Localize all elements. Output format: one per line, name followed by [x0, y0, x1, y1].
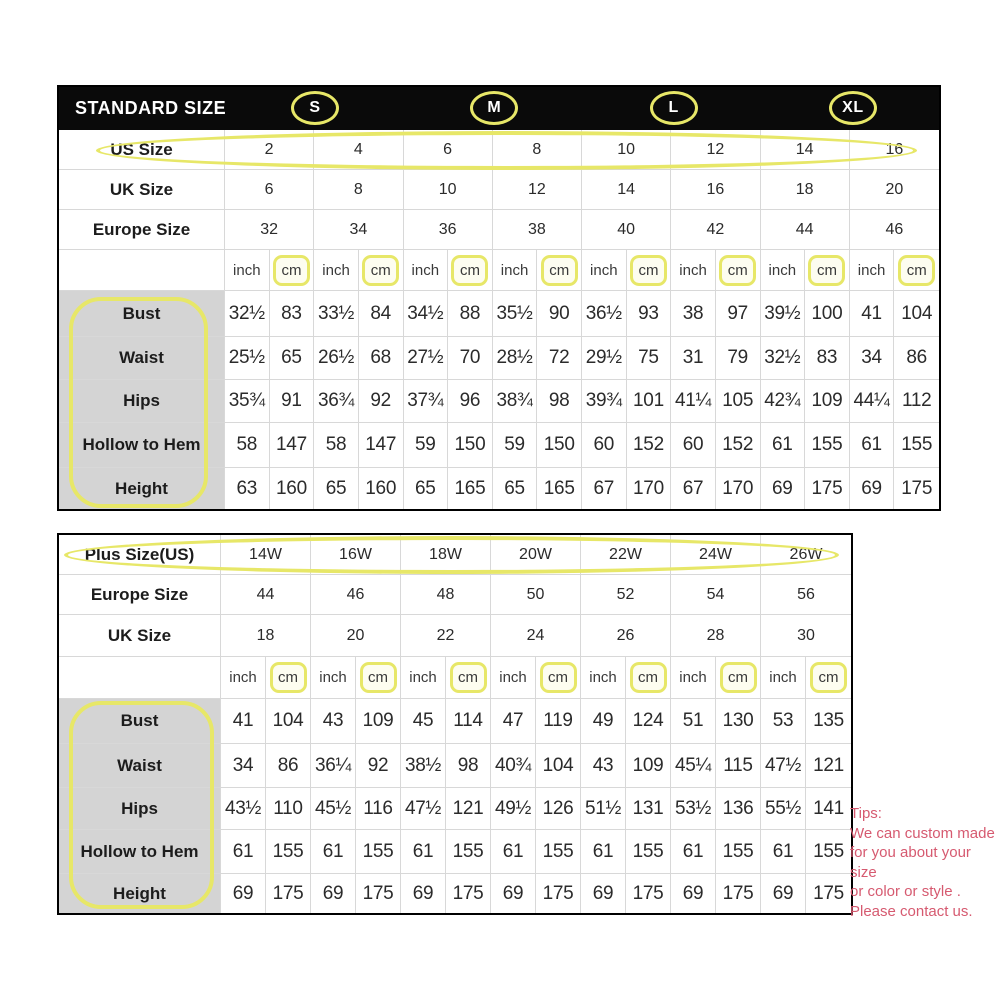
cm-unit-cell	[448, 250, 493, 290]
cm-value: 65	[270, 337, 315, 379]
cm-unit-cell	[536, 657, 581, 698]
inch-unit-label: inch	[671, 657, 716, 698]
cm-highlight-box: cm	[810, 662, 847, 693]
cm-value: 83	[270, 291, 315, 336]
uk-size-value: 14	[582, 170, 671, 209]
inch-value: 38¾	[493, 380, 538, 422]
inch-value: 65	[404, 468, 449, 509]
cm-highlight-box: cm	[630, 255, 667, 286]
europe-size-value: 44	[761, 210, 850, 249]
unit-row-label	[59, 657, 221, 698]
uk-size-value: 8	[314, 170, 403, 209]
inch-unit-label: inch	[761, 657, 806, 698]
inch-value: 41	[850, 291, 895, 336]
inch-value: 43	[581, 744, 626, 787]
europe-size-value: 48	[401, 575, 491, 614]
inch-value: 40¾	[491, 744, 536, 787]
inch-value: 61	[221, 830, 266, 873]
inch-value: 61	[311, 830, 356, 873]
uk-size-value: 20	[885, 180, 904, 198]
cm-value: 91	[270, 380, 315, 422]
size-letter-l-circled: L	[650, 91, 698, 125]
inch-value: 59	[404, 423, 449, 467]
cm-value: 101	[627, 380, 672, 422]
cm-value: 110	[266, 788, 311, 829]
size-letter-xl-circled: XL	[829, 91, 877, 125]
europe-size-value: 40	[582, 210, 671, 249]
cm-value: 104	[266, 699, 311, 743]
inch-value: 53	[761, 699, 806, 743]
cm-value: 160	[359, 468, 404, 509]
cm-value: 141	[813, 797, 844, 819]
cm-unit-cell	[626, 657, 671, 698]
inch-unit-label: inch	[221, 657, 266, 698]
uk-size-value: 24	[491, 615, 581, 656]
cm-value: 109	[805, 380, 850, 422]
bust-label: Bust	[59, 291, 225, 336]
cm-value: 126	[536, 788, 581, 829]
plus-size-us-label: Plus Size(US)	[59, 535, 221, 574]
tips-title: Tips:	[850, 805, 882, 822]
inch-value: 65	[493, 468, 538, 509]
cm-value: 152	[627, 423, 672, 467]
cm-unit-cell	[356, 657, 401, 698]
waist-row	[59, 337, 939, 380]
inch-value: 53½	[671, 788, 716, 829]
size-letter-s-circled: S	[291, 91, 339, 125]
hollow-to-hem-label: Hollow to Hem	[59, 830, 221, 873]
cm-value: 152	[716, 423, 761, 467]
inch-value: 34½	[404, 291, 449, 336]
inch-value: 61	[761, 830, 806, 873]
plus-size-us-value: 16W	[311, 535, 401, 574]
cm-unit-cell	[894, 250, 939, 290]
standard-size-table	[57, 85, 941, 511]
us-size-value: 6	[404, 130, 493, 169]
us-size-value: 2	[225, 130, 314, 169]
inch-value: 32½	[761, 337, 806, 379]
cm-unit-cell	[537, 250, 582, 290]
inch-value: 38	[671, 291, 716, 336]
plus-size-us-row	[59, 535, 851, 575]
cm-value: 155	[901, 434, 933, 455]
cm-value: 84	[359, 291, 404, 336]
inch-value: 39¾	[582, 380, 627, 422]
waist-row	[59, 744, 851, 788]
europe-size-label: Europe Size	[59, 575, 221, 614]
cm-highlight-box: cm	[362, 255, 399, 286]
cm-value: 165	[448, 468, 493, 509]
uk-size-value: 18	[221, 615, 311, 656]
uk-size-value: 28	[671, 615, 761, 656]
cm-value: 175	[805, 468, 850, 509]
inch-value: 59	[493, 423, 538, 467]
cm-value: 131	[626, 788, 671, 829]
cm-value: 86	[266, 744, 311, 787]
cm-value: 175	[813, 882, 844, 904]
inch-value: 37¾	[404, 380, 449, 422]
europe-size-value: 56	[797, 585, 815, 603]
inch-unit-label: inch	[582, 250, 627, 290]
cm-value: 100	[805, 291, 850, 336]
europe-size-value: 42	[671, 210, 760, 249]
cm-value: 150	[448, 423, 493, 467]
cm-value: 119	[536, 699, 581, 743]
us-size-value: 12	[671, 130, 760, 169]
cm-unit-cell	[627, 250, 672, 290]
inch-value: 58	[225, 423, 270, 467]
plus-size-us-value: 26W	[789, 545, 823, 563]
cm-value: 86	[906, 347, 927, 368]
inch-value: 35¾	[225, 380, 270, 422]
inch-value: 45	[401, 699, 446, 743]
height-row	[59, 874, 851, 913]
cm-unit-cell	[266, 657, 311, 698]
europe-size-value: 32	[225, 210, 314, 249]
cm-value: 155	[446, 830, 491, 873]
cm-value: 175	[266, 874, 311, 913]
inch-unit-label: inch	[671, 250, 716, 290]
inch-value: 58	[314, 423, 359, 467]
standard-size-title: STANDARD SIZE	[75, 98, 227, 118]
tips-line: or color or style .	[850, 883, 961, 900]
cm-value: 112	[901, 390, 932, 411]
cm-highlight-box: cm	[898, 255, 935, 286]
cm-value: 115	[716, 744, 761, 787]
tips-line: We can custom made	[850, 824, 995, 842]
inch-unit-label: inch	[401, 657, 446, 698]
inch-value: 47	[491, 699, 536, 743]
inch-value: 39½	[761, 291, 806, 336]
hollow-to-hem-row	[59, 830, 851, 874]
plus-size-us-value: 22W	[581, 535, 671, 574]
hollow-to-hem-row	[59, 423, 939, 468]
us-size-row	[59, 130, 939, 170]
tips-note	[850, 804, 1000, 921]
cm-highlight-box: cm	[719, 255, 756, 286]
inch-value: 36¾	[314, 380, 359, 422]
inch-value: 31	[671, 337, 716, 379]
cm-unit-cell	[270, 250, 315, 290]
uk-size-label: UK Size	[59, 170, 225, 209]
tips-line: for you about your size	[850, 844, 971, 881]
inch-value: 43	[311, 699, 356, 743]
cm-value: 175	[901, 477, 933, 499]
uk-size-row	[59, 170, 939, 210]
cm-value: 175	[716, 874, 761, 913]
inch-value: 36¼	[311, 744, 356, 787]
cm-highlight-box: cm	[273, 255, 310, 286]
cm-highlight-box: cm	[270, 662, 307, 693]
us-size-value: 8	[493, 130, 582, 169]
inch-value: 69	[401, 874, 446, 913]
inch-unit-label: inch	[850, 250, 895, 290]
inch-value: 61	[491, 830, 536, 873]
inch-value: 34	[850, 337, 895, 379]
waist-label: Waist	[59, 337, 225, 379]
cm-value: 130	[716, 699, 761, 743]
europe-size-value: 36	[404, 210, 493, 249]
inch-value: 61	[850, 423, 895, 467]
inch-value: 61	[401, 830, 446, 873]
cm-unit-cell	[805, 250, 850, 290]
inch-value: 49	[581, 699, 626, 743]
plus-size-us-value: 18W	[401, 535, 491, 574]
cm-highlight-box: cm	[720, 662, 757, 693]
height-label: Height	[59, 874, 221, 913]
cm-value: 96	[448, 380, 493, 422]
europe-size-value: 44	[221, 575, 311, 614]
inch-value: 69	[581, 874, 626, 913]
europe-size-row	[59, 575, 851, 615]
uk-size-value: 26	[581, 615, 671, 656]
uk-size-value: 20	[311, 615, 401, 656]
cm-value: 136	[716, 788, 761, 829]
cm-value: 121	[813, 754, 844, 776]
inch-value: 35½	[493, 291, 538, 336]
us-size-label: US Size	[59, 130, 225, 169]
uk-size-value: 10	[404, 170, 493, 209]
cm-value: 68	[359, 337, 404, 379]
unit-row	[59, 250, 939, 291]
inch-unit-label: inch	[581, 657, 626, 698]
inch-value: 65	[314, 468, 359, 509]
standard-size-body	[59, 130, 939, 509]
size-letter-m-circled: M	[470, 91, 518, 125]
inch-value: 67	[582, 468, 627, 509]
cm-value: 155	[813, 840, 844, 862]
cm-value: 155	[266, 830, 311, 873]
cm-value: 105	[716, 380, 761, 422]
inch-value: 51	[671, 699, 716, 743]
inch-value: 42¾	[761, 380, 806, 422]
cm-value: 116	[356, 788, 401, 829]
inch-value: 25½	[225, 337, 270, 379]
inch-unit-label: inch	[225, 250, 270, 290]
us-size-value: 16	[885, 140, 904, 158]
uk-size-label: UK Size	[59, 615, 221, 656]
inch-value: 41¼	[671, 380, 716, 422]
inch-value: 69	[221, 874, 266, 913]
cm-value: 79	[716, 337, 761, 379]
cm-value: 114	[446, 699, 491, 743]
plus-size-table	[57, 533, 853, 915]
uk-size-value: 22	[401, 615, 491, 656]
cm-highlight-box: cm	[808, 255, 845, 286]
inch-value: 49½	[491, 788, 536, 829]
cm-value: 135	[813, 710, 844, 731]
us-size-value: 14	[761, 130, 850, 169]
cm-unit-cell	[806, 657, 851, 698]
cm-value: 90	[537, 291, 582, 336]
tips-lines	[850, 824, 1000, 922]
cm-value: 83	[805, 337, 850, 379]
cm-value: 165	[537, 468, 582, 509]
uk-size-value: 6	[225, 170, 314, 209]
europe-size-row	[59, 210, 939, 250]
bust-row	[59, 699, 851, 744]
cm-value: 70	[448, 337, 493, 379]
inch-value: 69	[311, 874, 356, 913]
plus-size-us-value: 14W	[221, 535, 311, 574]
cm-value: 75	[627, 337, 672, 379]
hips-label: Hips	[59, 788, 221, 829]
cm-value: 170	[627, 468, 672, 509]
inch-value: 38½	[401, 744, 446, 787]
cm-value: 147	[359, 423, 404, 467]
cm-value: 109	[626, 744, 671, 787]
cm-highlight-box: cm	[450, 662, 487, 693]
inch-value: 69	[761, 874, 806, 913]
cm-value: 175	[356, 874, 401, 913]
inch-value: 41	[221, 699, 266, 743]
cm-value: 175	[536, 874, 581, 913]
tips-line: Please contact us.	[850, 902, 973, 920]
cm-value: 97	[716, 291, 761, 336]
cm-value: 121	[446, 788, 491, 829]
cm-value: 155	[626, 830, 671, 873]
inch-value: 61	[581, 830, 626, 873]
inch-value: 44¼	[850, 380, 895, 422]
inch-value: 47½	[761, 744, 806, 787]
cm-value: 155	[716, 830, 761, 873]
inch-value: 29½	[582, 337, 627, 379]
cm-value: 104	[901, 302, 933, 324]
cm-value: 98	[537, 380, 582, 422]
inch-value: 63	[225, 468, 270, 509]
cm-value: 93	[627, 291, 672, 336]
cm-value: 92	[359, 380, 404, 422]
cm-value: 104	[536, 744, 581, 787]
cm-value: 92	[356, 744, 401, 787]
europe-size-label: Europe Size	[59, 210, 225, 249]
europe-size-value: 50	[491, 575, 581, 614]
cm-highlight-box: cm	[630, 662, 667, 693]
inch-value: 36½	[582, 291, 627, 336]
uk-size-value: 30	[797, 626, 815, 644]
inch-value: 47½	[401, 788, 446, 829]
cm-unit-cell	[446, 657, 491, 698]
inch-value: 45¼	[671, 744, 716, 787]
inch-value: 55½	[761, 788, 806, 829]
inch-value: 61	[671, 830, 716, 873]
us-size-value: 4	[314, 130, 403, 169]
cm-unit-cell	[716, 250, 761, 290]
inch-value: 69	[761, 468, 806, 509]
cm-value: 155	[356, 830, 401, 873]
cm-highlight-box: cm	[540, 662, 577, 693]
uk-size-row	[59, 615, 851, 657]
europe-size-value: 34	[314, 210, 403, 249]
inch-unit-label: inch	[761, 250, 806, 290]
height-row	[59, 468, 939, 509]
cm-highlight-box: cm	[451, 255, 488, 286]
bust-label: Bust	[59, 699, 221, 743]
inch-value: 51½	[581, 788, 626, 829]
inch-value: 32½	[225, 291, 270, 336]
hollow-to-hem-label: Hollow to Hem	[59, 423, 225, 467]
cm-value: 88	[448, 291, 493, 336]
inch-value: 33½	[314, 291, 359, 336]
inch-value: 61	[761, 423, 806, 467]
cm-value: 109	[356, 699, 401, 743]
cm-highlight-box: cm	[541, 255, 578, 286]
us-size-value: 10	[582, 130, 671, 169]
inch-unit-label: inch	[493, 250, 538, 290]
europe-size-value: 46	[885, 220, 904, 238]
europe-size-value: 46	[311, 575, 401, 614]
waist-label: Waist	[59, 744, 221, 787]
inch-value: 34	[221, 744, 266, 787]
cm-value: 175	[446, 874, 491, 913]
inch-value: 45½	[311, 788, 356, 829]
plus-size-us-value: 20W	[491, 535, 581, 574]
plus-size-body	[59, 535, 851, 913]
cm-highlight-box: cm	[360, 662, 397, 693]
inch-unit-label: inch	[404, 250, 449, 290]
hips-row	[59, 380, 939, 423]
unit-row-label	[59, 250, 225, 290]
cm-value: 160	[270, 468, 315, 509]
inch-value: 69	[491, 874, 536, 913]
hips-row	[59, 788, 851, 830]
height-label: Height	[59, 468, 225, 509]
bust-row	[59, 291, 939, 337]
inch-value: 69	[671, 874, 716, 913]
uk-size-value: 18	[761, 170, 850, 209]
inch-unit-label: inch	[314, 250, 359, 290]
cm-value: 72	[537, 337, 582, 379]
inch-value: 67	[671, 468, 716, 509]
hips-label: Hips	[59, 380, 225, 422]
cm-value: 147	[270, 423, 315, 467]
uk-size-value: 12	[493, 170, 582, 209]
europe-size-value: 54	[671, 575, 761, 614]
cm-value: 98	[446, 744, 491, 787]
standard-size-header	[59, 87, 939, 130]
cm-value: 175	[626, 874, 671, 913]
cm-value: 150	[537, 423, 582, 467]
cm-unit-cell	[359, 250, 404, 290]
inch-value: 60	[582, 423, 627, 467]
plus-size-us-value: 24W	[671, 535, 761, 574]
europe-size-value: 52	[581, 575, 671, 614]
cm-value: 124	[626, 699, 671, 743]
inch-value: 28½	[493, 337, 538, 379]
cm-value: 170	[716, 468, 761, 509]
cm-value: 155	[536, 830, 581, 873]
uk-size-value: 16	[671, 170, 760, 209]
cm-unit-cell	[716, 657, 761, 698]
inch-value: 60	[671, 423, 716, 467]
unit-row	[59, 657, 851, 699]
inch-unit-label: inch	[491, 657, 536, 698]
inch-value: 43½	[221, 788, 266, 829]
inch-value: 27½	[404, 337, 449, 379]
inch-value: 26½	[314, 337, 359, 379]
inch-value: 69	[850, 468, 895, 509]
inch-unit-label: inch	[311, 657, 356, 698]
europe-size-value: 38	[493, 210, 582, 249]
cm-value: 155	[805, 423, 850, 467]
